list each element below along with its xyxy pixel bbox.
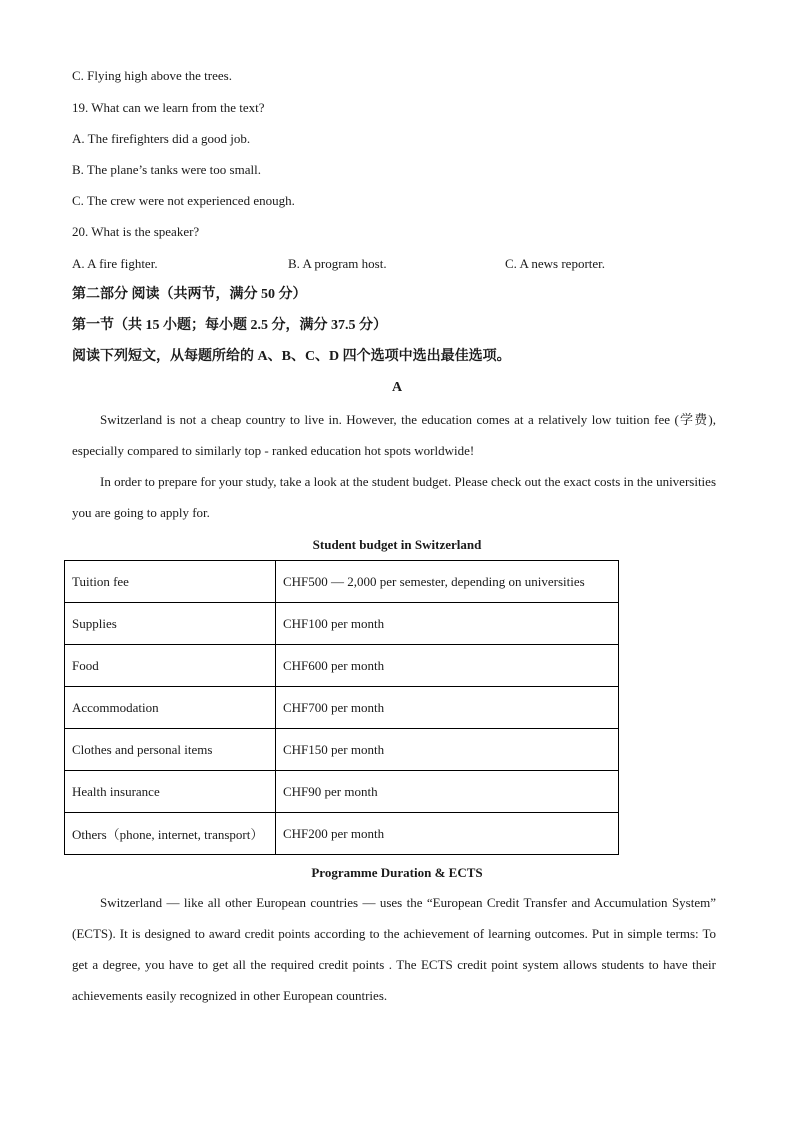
- question-20: 20. What is the speaker?: [72, 224, 200, 239]
- budget-cost: CHF600 per month: [276, 645, 619, 687]
- budget-cost: CHF200 per month: [276, 813, 619, 855]
- subheading-programme-duration: Programme Duration & ECTS: [311, 865, 483, 880]
- table-row: [65, 729, 619, 771]
- q19-option-b: B. The plane’s tanks were too small.: [72, 162, 261, 177]
- q18-option-c: C. Flying high above the trees.: [72, 68, 232, 83]
- budget-item: Food: [65, 645, 276, 687]
- q20-option-a: A. A fire fighter.: [72, 256, 158, 271]
- budget-item: Supplies: [65, 603, 276, 645]
- q19-option-a: A. The firefighters did a good job.: [72, 131, 251, 146]
- table-row: [65, 645, 619, 687]
- table-row: [65, 561, 619, 603]
- section-part-two-heading: 第二部分 阅读（共两节，满分 50 分）: [72, 287, 307, 302]
- question-19: 19. What can we learn from the text?: [72, 100, 265, 115]
- budget-item: Health insurance: [65, 771, 276, 813]
- table-row: [65, 687, 619, 729]
- budget-cost: CHF100 per month: [276, 603, 619, 645]
- budget-cost: CHF90 per month: [276, 771, 619, 813]
- budget-item: Clothes and personal items: [65, 729, 276, 771]
- paragraph-2: In order to prepare for your study, take a look at the student budget. Please check out the exact costs in the universities you are going to apply for.: [72, 474, 716, 520]
- q20-option-b: B. A program host.: [288, 256, 387, 271]
- table-row: [65, 813, 619, 855]
- budget-cost: CHF500 — 2,000 per semester, depending on universities: [276, 561, 619, 603]
- student-budget-table: [64, 560, 619, 855]
- budget-item: Tuition fee: [65, 561, 276, 603]
- budget-cost: CHF150 per month: [276, 729, 619, 771]
- budget-item: Others（phone, internet, transport）: [65, 813, 276, 855]
- paragraph-3: Switzerland — like all other European countries — uses the “European Credit Transfer and Accumulation System” (ECTS). It is designed to award credit points according to the achievement of learning outcomes. Put in simple terms: To get a degree, you have to get all the required credit points . The ECTS credit point system allows students to have their achievements easily recognized in other European countries.: [72, 895, 716, 1003]
- q19-option-c: C. The crew were not experienced enough.: [72, 193, 295, 208]
- q20-option-c: C. A news reporter.: [505, 256, 606, 271]
- reading-instructions: 阅读下列短文，从每题所给的 A、B、C、D 四个选项中选出最佳选项。: [72, 349, 511, 364]
- table-row: [65, 603, 619, 645]
- budget-item: Accommodation: [65, 687, 276, 729]
- table-title: Student budget in Switzerland: [312, 537, 482, 552]
- section-one-heading: 第一节（共 15 小题；每小题 2.5 分，满分 37.5 分）: [72, 318, 387, 333]
- table-row: [65, 771, 619, 813]
- budget-cost: CHF700 per month: [276, 687, 619, 729]
- passage-letter: A: [391, 380, 403, 395]
- paragraph-1: Switzerland is not a cheap country to live in. However, the education comes at a relatively low tuition fee (学费), especially compared to similarly top - ranked education hot spots worldwide!: [72, 412, 716, 458]
